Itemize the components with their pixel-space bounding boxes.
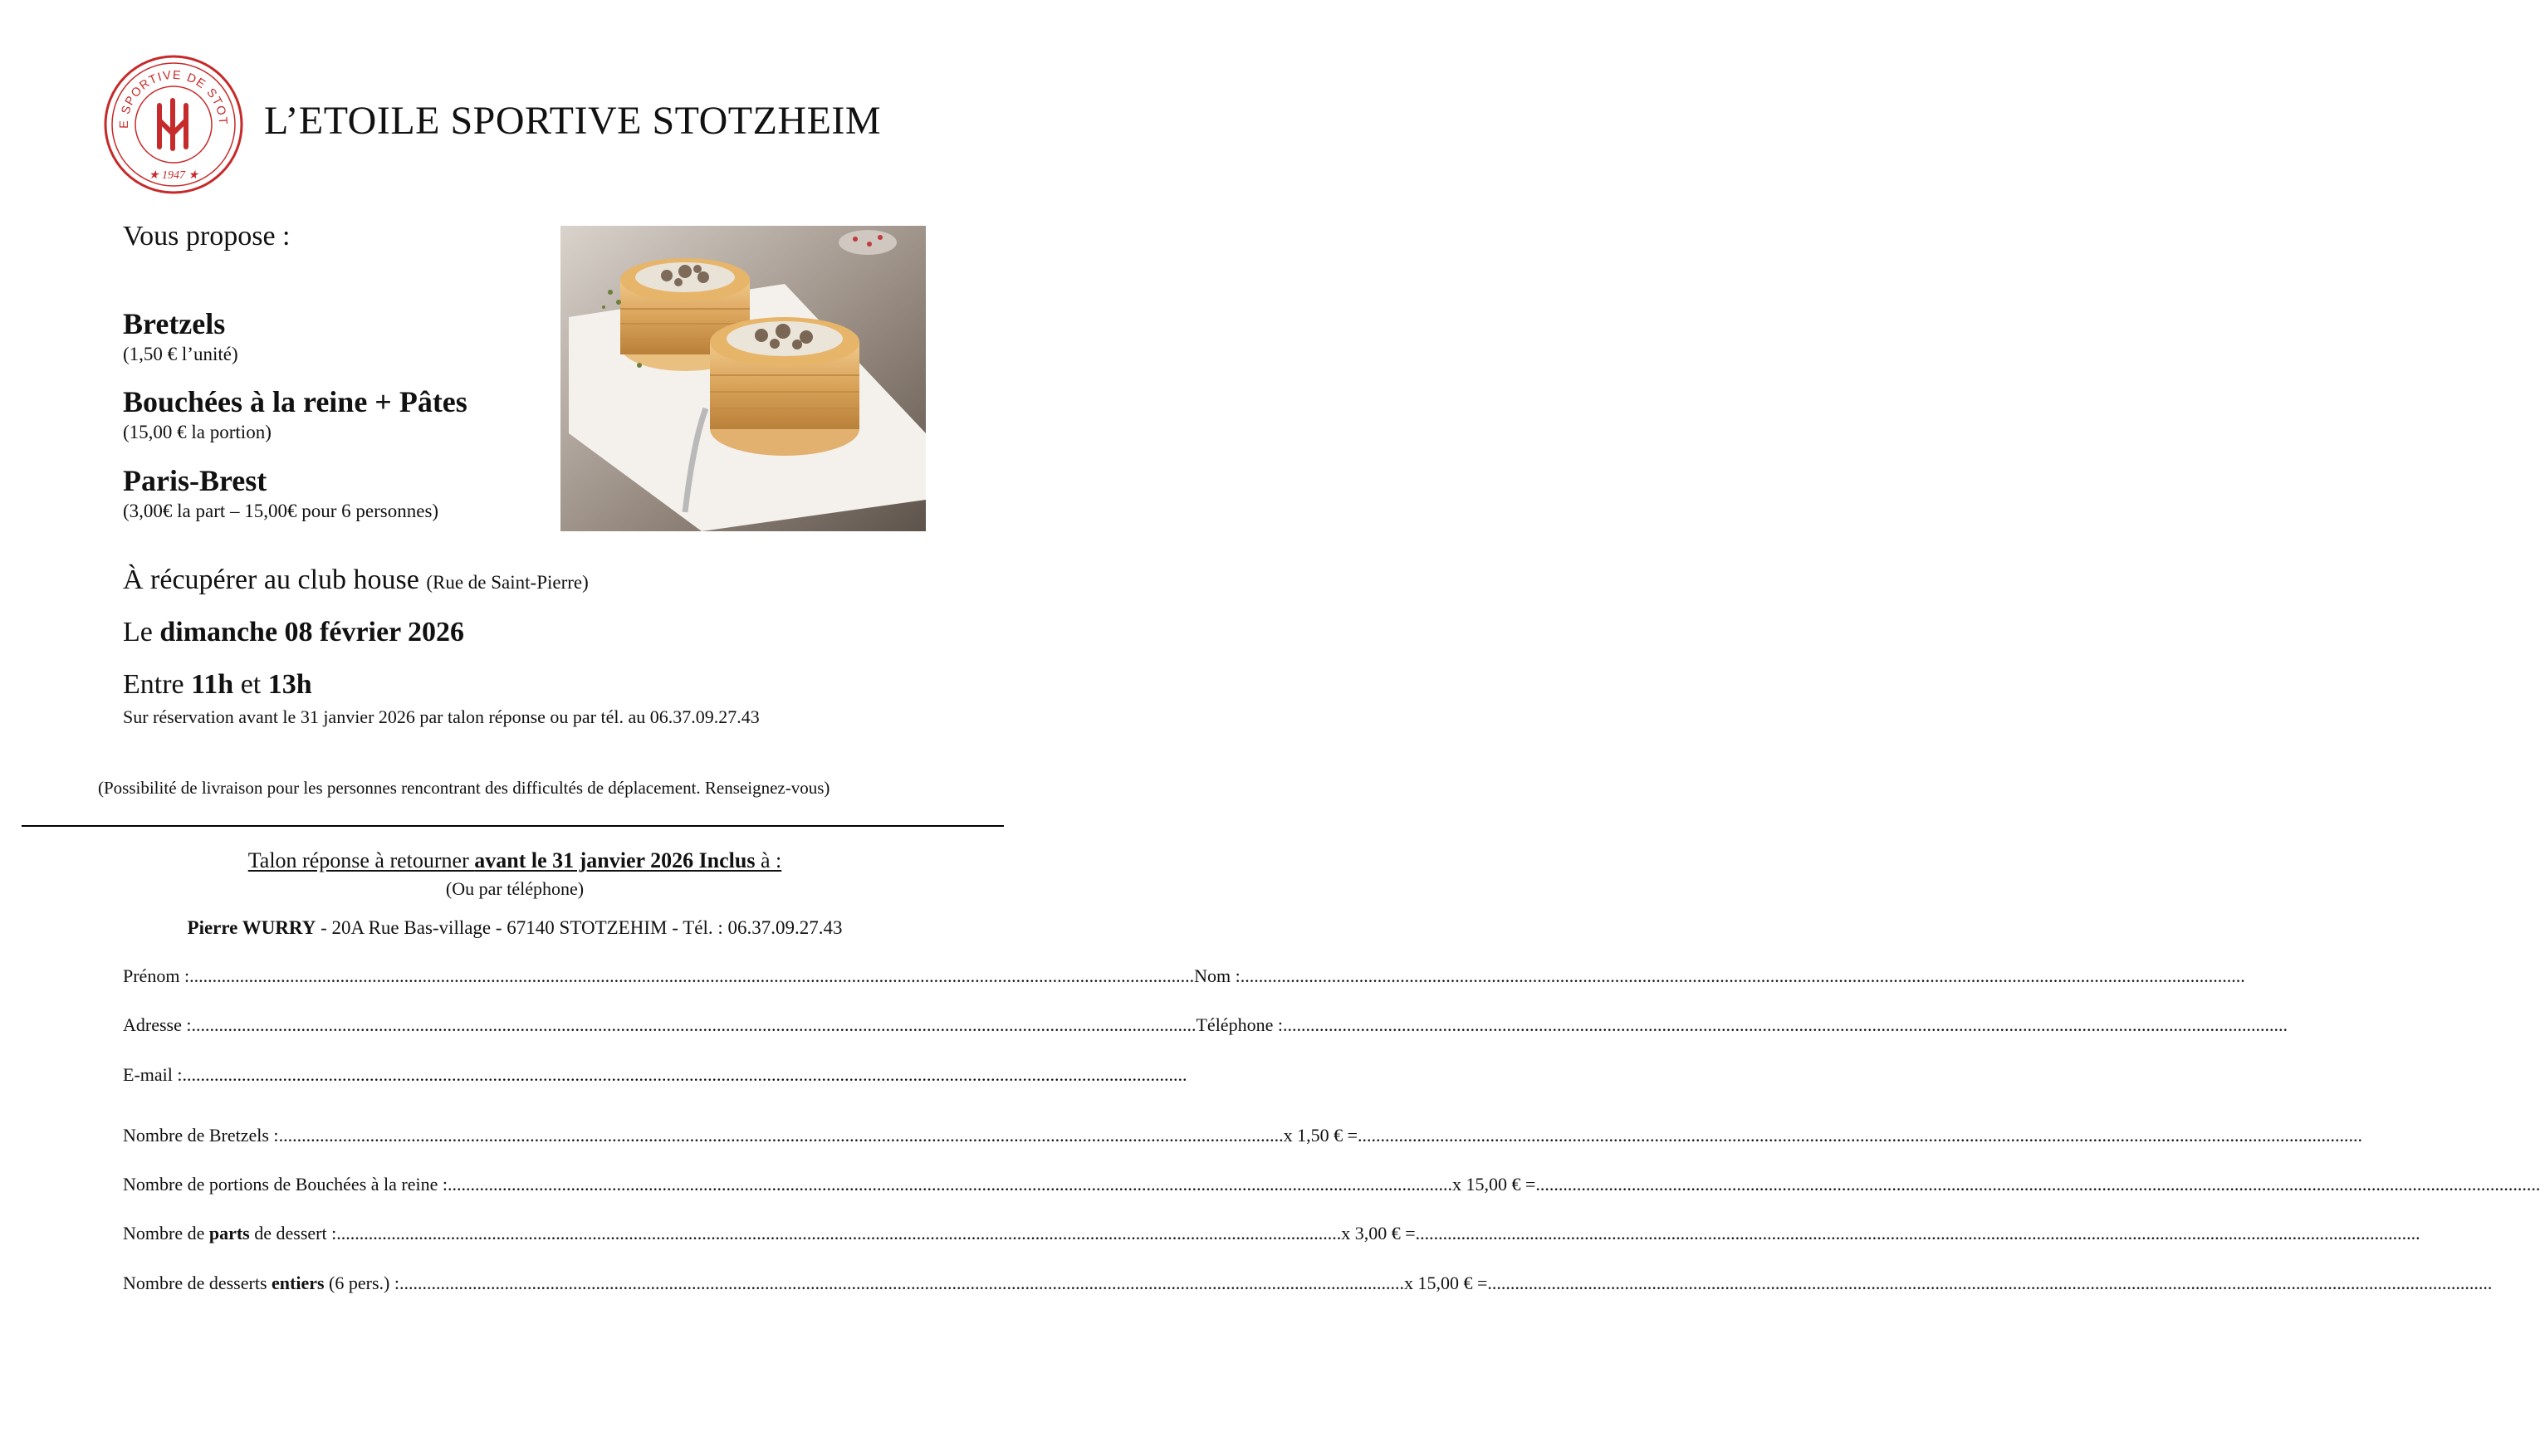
- pickup-date: Le dimanche 08 février 2026: [123, 617, 465, 647]
- reservation-note: Sur réservation avant le 31 janvier 2026 par talon réponse ou par tél. au 06.37.09.27.43: [123, 706, 760, 727]
- entiers-quantity-field[interactable]: ............................................................................................................................................................................................................................: [399, 1273, 1404, 1293]
- item-price-paris-brest: (3,00€ la part – 15,00€ pour 6 personnes): [123, 501, 439, 521]
- form-row-name: [123, 965, 2245, 987]
- bretzels-quantity-field[interactable]: ............................................................................................................................................................................................................................: [278, 1125, 1284, 1146]
- entiers-multiplier: x 15,00 € =: [1403, 1273, 1488, 1293]
- delivery-note: (Possibilité de livraison pour les personnes rencontrant des difficultés de déplacement. Renseignez-vous): [98, 778, 830, 798]
- bretzels-label: Nombre de Bretzels :: [123, 1125, 279, 1146]
- page-title: L’ETOILE SPORTIVE STOTZHEIM: [264, 99, 882, 143]
- bouchees-quantity-field[interactable]: ............................................................................................................................................................................................................................: [447, 1174, 1452, 1195]
- cut-line-divider: [22, 825, 1004, 827]
- item-price-bouchees: (15,00 € la portion): [123, 422, 272, 442]
- bretzels-multiplier: x 1,50 € =: [1283, 1125, 1358, 1146]
- item-price-bretzels: (1,50 € l’unité): [123, 344, 238, 364]
- nom-label: Nom :: [1194, 965, 1241, 986]
- parts-quantity-field[interactable]: ............................................................................................................................................................................................................................: [336, 1223, 1342, 1243]
- intro-text: Vous propose :: [123, 221, 291, 252]
- adresse-field[interactable]: ............................................................................................................................................................................................................................: [191, 1014, 1197, 1035]
- talon-subheading: (Ou par téléphone): [445, 878, 585, 899]
- pickup-location: À récupérer au club house (Rue de Saint-Pierre): [123, 564, 589, 595]
- club-logo: [103, 54, 244, 195]
- svg-text:★ 1947 ★: ★ 1947 ★: [148, 169, 199, 182]
- email-label: E-mail :: [123, 1064, 183, 1085]
- telephone-field[interactable]: ............................................................................................................................................................................................................................: [1282, 1014, 2288, 1035]
- bouchees-total-field[interactable]: ............................................................................................................................................................................................................................: [1535, 1174, 2540, 1195]
- bouchees-label: Nombre de portions de Bouchées à la reine :: [123, 1174, 448, 1195]
- parts-multiplier: x 3,00 € =: [1341, 1223, 1416, 1243]
- item-name-bretzels: Bretzels: [123, 307, 226, 340]
- form-row-parts: [123, 1223, 2420, 1244]
- food-photo: [560, 226, 926, 531]
- bouchees-multiplier: x 15,00 € =: [1451, 1174, 1536, 1195]
- bretzels-total-field[interactable]: ............................................................................................................................................................................................................................: [1357, 1125, 2362, 1146]
- entiers-label: Nombre de desserts entiers (6 pers.) :: [123, 1273, 399, 1293]
- form-row-address: [123, 1014, 2288, 1036]
- pickup-hours: Entre 11h et 13h: [123, 669, 312, 700]
- entiers-total-field[interactable]: ............................................................................................................................................................................................................................: [1487, 1273, 2493, 1293]
- form-row-email: [123, 1064, 1187, 1086]
- svg-text:ETOILE SPORTIVE DE STOTZHEIM: E SPORTIVE DE STOT: [117, 68, 230, 129]
- prenom-label: Prénom :: [123, 965, 190, 986]
- form-row-bouchees: [123, 1174, 2540, 1195]
- telephone-label: Téléphone :: [1196, 1014, 1283, 1035]
- form-row-bretzels: [123, 1125, 2362, 1146]
- item-name-bouchees: Bouchées à la reine + Pâtes: [123, 385, 467, 418]
- parts-total-field[interactable]: ............................................................................................................................................................................................................................: [1415, 1223, 2420, 1243]
- parts-label: Nombre de parts de dessert :: [123, 1223, 337, 1243]
- contact-line: Pierre WURRY - 20A Rue Bas-village - 67140 STOTZEHIM - Tél. : 06.37.09.27.43: [187, 917, 843, 938]
- talon-heading: Talon réponse à retourner avant le 31 janvier 2026 Inclus à :: [247, 848, 782, 872]
- nom-field[interactable]: ............................................................................................................................................................................................................................: [1240, 965, 2245, 986]
- pickup-address: (Rue de Saint-Pierre): [426, 572, 589, 593]
- form-row-entiers: [123, 1273, 2493, 1294]
- prenom-field[interactable]: ............................................................................................................................................................................................................................: [189, 965, 1195, 986]
- adresse-label: Adresse :: [123, 1014, 192, 1035]
- item-name-paris-brest: Paris-Brest: [123, 464, 267, 497]
- email-field[interactable]: ............................................................................................................................................................................................................................: [182, 1064, 1187, 1085]
